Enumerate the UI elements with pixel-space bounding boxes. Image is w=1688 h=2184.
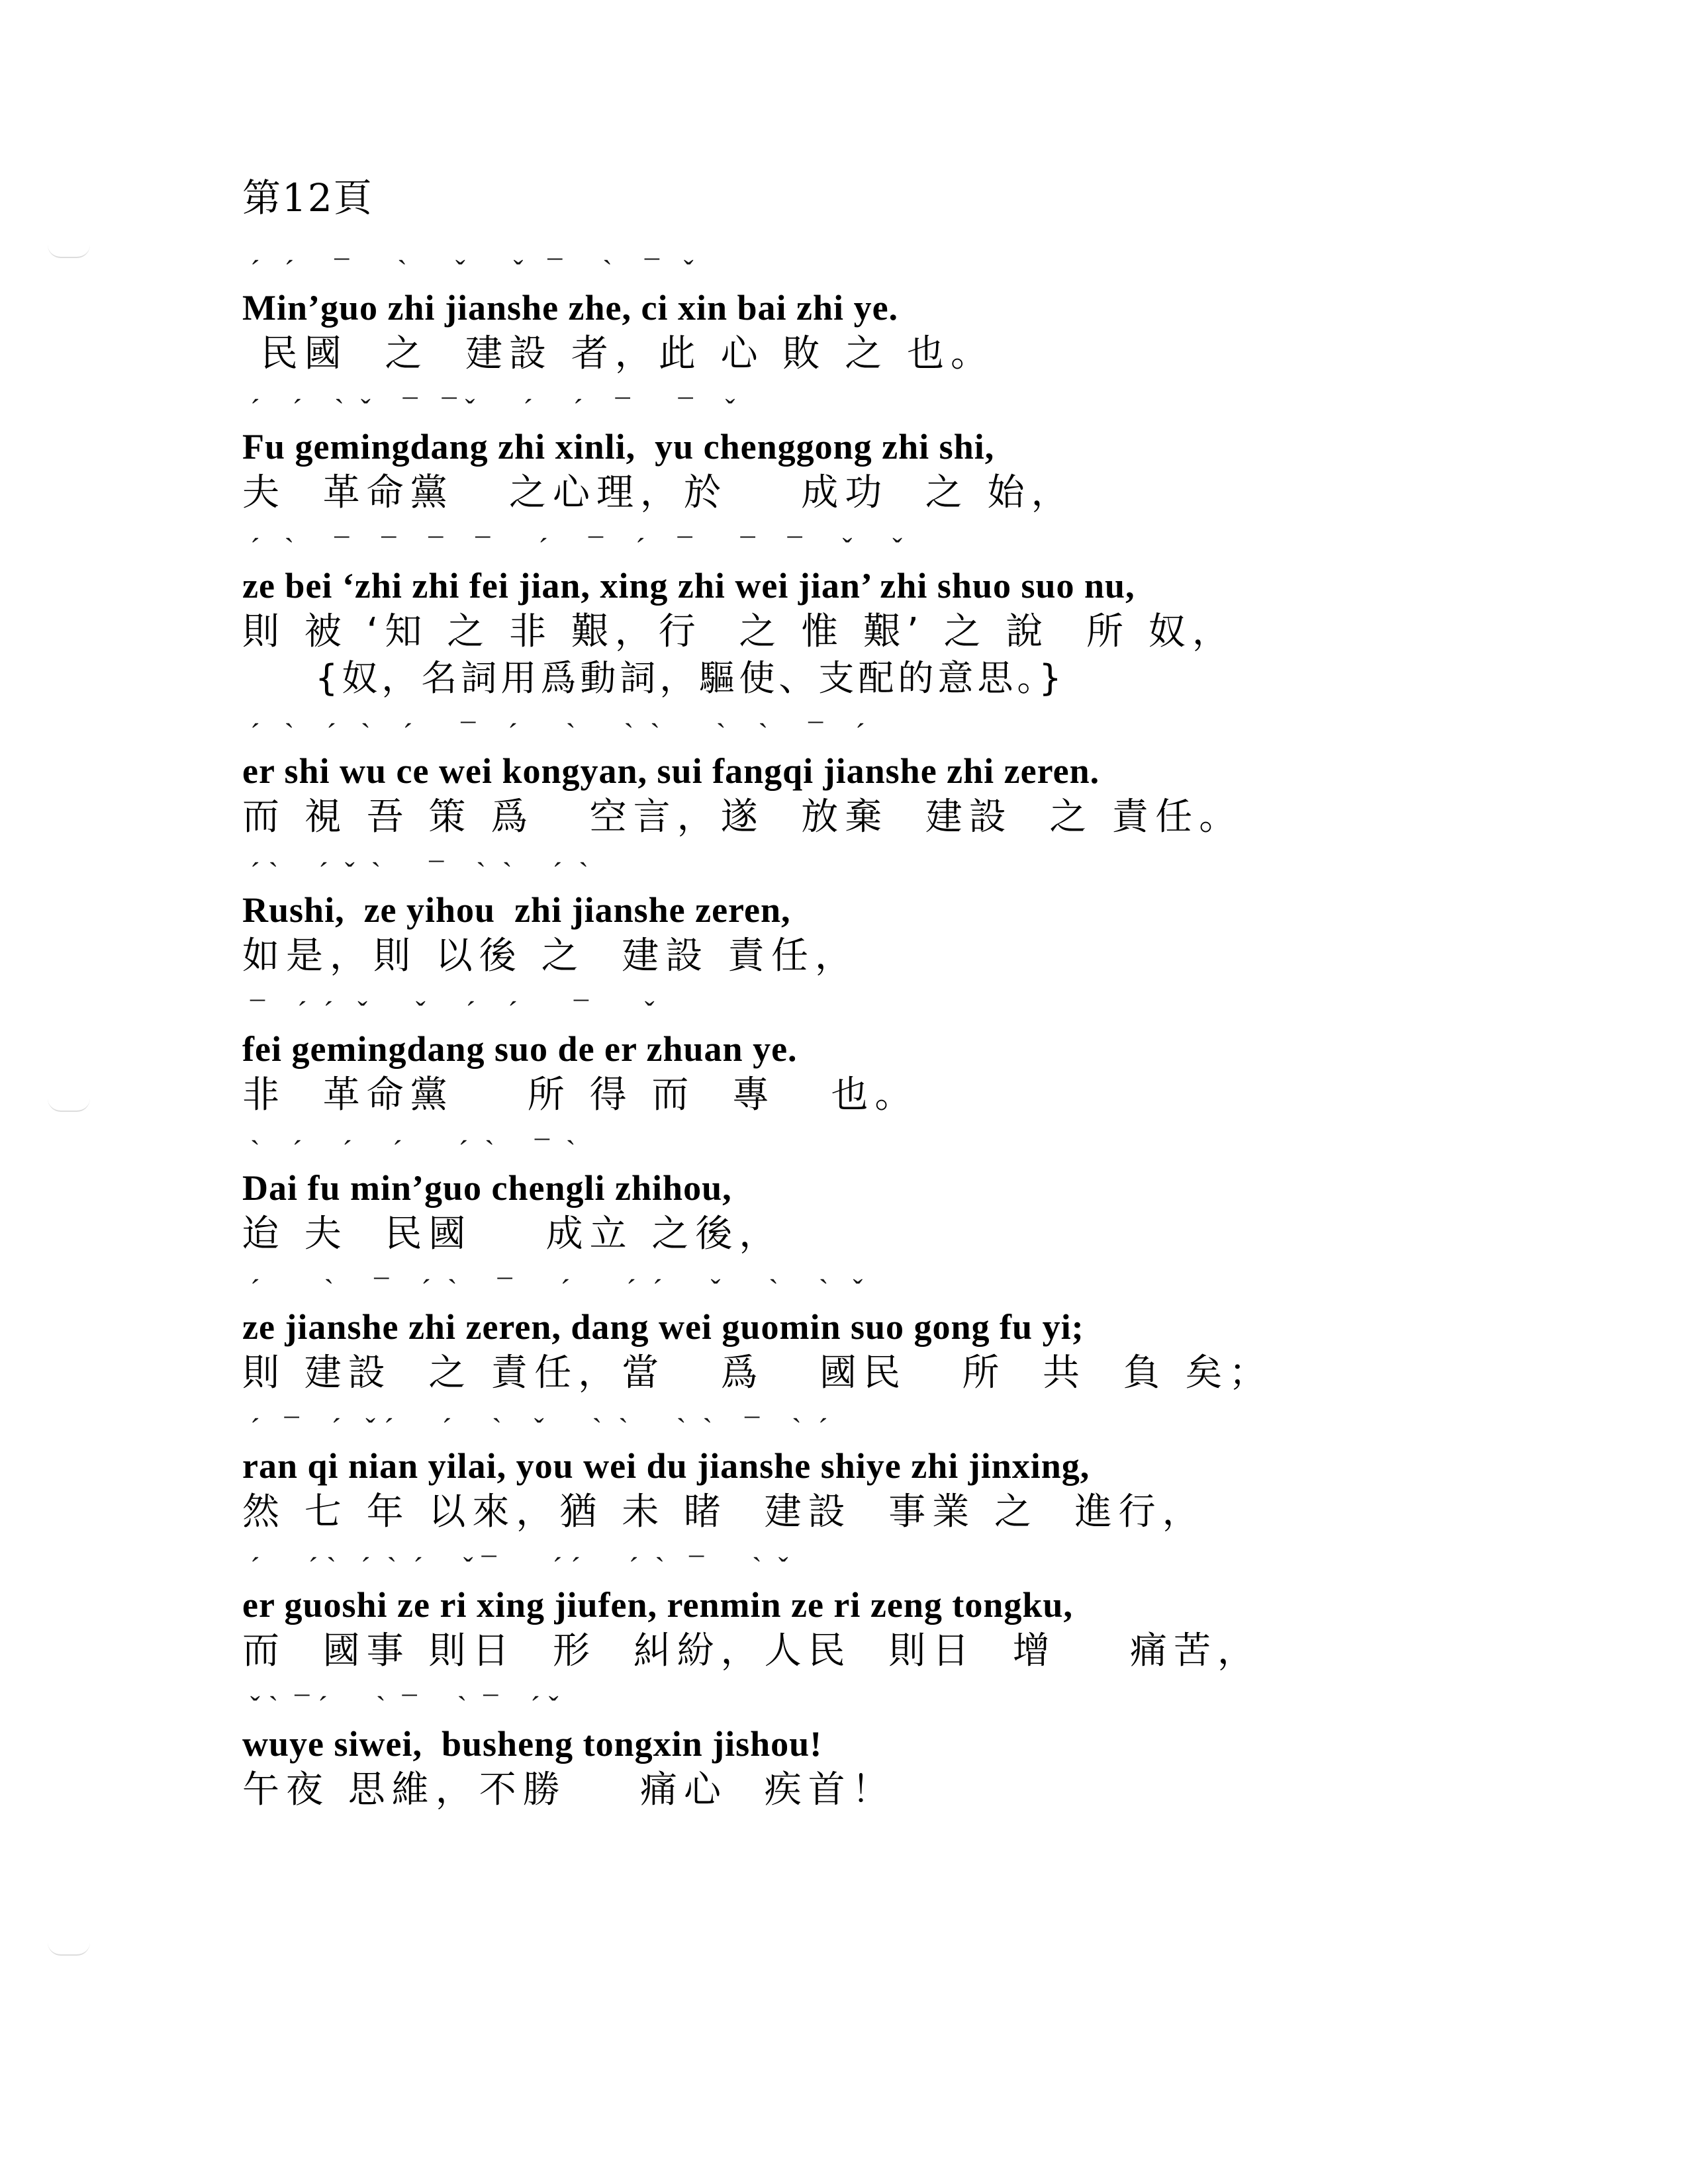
tone-marks: ˊ ¯ ˊ ˇ ˊ ˊ ˋ ˇ ˋ ˋ ˋ ˋ ¯ ˋ ˊ <box>242 1413 829 1445</box>
chinese-line: 民國 之 建設 者，此 心 敗 之 也。 <box>242 332 995 375</box>
stanza-10 <box>242 1552 1553 1674</box>
chinese-line: 如是，則 以後 之 建設 責任， <box>242 934 859 978</box>
tone-marks: ˊ ˊ ˋ ˊ ˋ ˊ ˇ ¯ ˊ ˊ ˊ ˋ ¯ ˋ ˇ <box>242 1552 789 1584</box>
tone-marks: ˊ ˋ ¯ ˊ ˋ ¯ ˊ ˊ ˊ ˇ ˋ ˋ ˇ <box>242 1274 864 1306</box>
chinese-line: 迨 夫 民國 成立 之後， <box>242 1212 783 1255</box>
tone-marks: ¯ ˊ ˊ ˇ ˇ ˊ ˊ ¯ ˇ <box>242 996 655 1028</box>
tone-marks: ˊ ˊ ˋ ˇ ¯ ¯ ˇ ˊ ˊ ¯ ¯ ˇ <box>242 394 736 426</box>
chinese-line: 然 七 年 以來，猶 未 睹 建設 事業 之 進行， <box>242 1490 1206 1533</box>
tone-marks: ˊ ˊ ¯ ˋ ˇ ˇ ¯ ˋ ¯ ˇ <box>242 255 694 287</box>
stanza-9 <box>242 1413 1553 1535</box>
tone-marks: ˊ ˋ ˊ ˇ ˋ ¯ ˋ ˋ ˊ ˋ <box>242 857 589 889</box>
binder-hole-mark-middle <box>48 1099 90 1112</box>
stanza-1 <box>242 255 1553 377</box>
pinyin-line: er shi wu ce wei kongyan, sui fangqi jianshe zhi zeren. <box>242 751 1100 791</box>
pinyin-line: Rushi, ze yihou zhi jianshe zeren, <box>242 890 791 930</box>
stanza-5 <box>242 857 1553 979</box>
chinese-line: 而 國事 則日 形 糾紛，人民 則日 增 痛苦， <box>242 1629 1262 1672</box>
pinyin-line: wuye siwei, busheng tongxin jishou! <box>242 1724 823 1764</box>
stanza-4 <box>242 718 1553 841</box>
binder-hole-mark-top <box>48 245 90 258</box>
stanza-7 <box>242 1135 1553 1257</box>
annotation-note: {奴，名詞用爲動詞，驅使、支配的意思。} <box>315 657 1066 699</box>
chinese-line: 而 視 吾 策 爲 空言，遂 放棄 建設 之 責任。 <box>242 796 1243 839</box>
pinyin-line: Min’guo zhi jianshe zhe, ci xin bai zhi ye. <box>242 288 899 328</box>
chinese-line: 非 革命黨 所 得 而 專 也。 <box>242 1073 919 1116</box>
chinese-line: 午夜 思維，不勝 痛心 疾首！ <box>242 1768 896 1811</box>
stanza-3 <box>242 533 1553 702</box>
tone-marks: ˊ ˋ ¯ ¯ ¯ ¯ ˊ ¯ ˊ ¯ ¯ ¯ ˇ ˇ <box>242 533 903 565</box>
tone-marks: ˊ ˋ ˊ ˋ ˊ ¯ ˊ ˋ ˋ ˋ ˋ ˋ ¯ ˊ <box>242 718 866 751</box>
binder-hole-mark-bottom <box>48 1942 90 1956</box>
chinese-line: 夫 革命黨 之心理，於 成功 之 始， <box>242 471 1075 514</box>
pinyin-line: Dai fu min’guo chengli zhihou, <box>242 1168 732 1208</box>
chinese-line: 則 被 ‘知 之 非 艱，行 之 惟 艱’ 之 說 所 奴， <box>242 610 1236 653</box>
pinyin-line: ran qi nian yilai, you wei du jianshe shiye zhi jinxing, <box>242 1446 1090 1486</box>
tone-marks: ˇ ˋ ¯ ˊ ˋ ¯ ˋ ¯ ˊ ˇ <box>242 1691 559 1723</box>
tone-marks: ˋ ˊ ˊ ˊ ˊ ˋ ¯ ˋ <box>242 1135 577 1167</box>
chinese-line: 則 建設 之 責任，當 爲 國民 所 共 負 矣； <box>242 1351 1273 1394</box>
stanza-6 <box>242 996 1553 1118</box>
pinyin-line: ze jianshe zhi zeren, dang wei guomin suo gong fu yi; <box>242 1307 1084 1347</box>
stanza-2 <box>242 394 1553 516</box>
stanza-8 <box>242 1274 1553 1396</box>
pinyin-line: Fu gemingdang zhi xinli, yu chenggong zhi shi, <box>242 427 995 467</box>
stanza-11 <box>242 1691 1553 1813</box>
page-number-heading: 第12頁 <box>242 175 373 220</box>
pinyin-line: fei gemingdang suo de er zhuan ye. <box>242 1029 798 1069</box>
pinyin-line: er guoshi ze ri xing jiufen, renmin ze ri zeng tongku, <box>242 1585 1073 1625</box>
pinyin-line: ze bei ‘zhi zhi fei jian, xing zhi wei jian’ zhi shuo suo nu, <box>242 566 1135 606</box>
